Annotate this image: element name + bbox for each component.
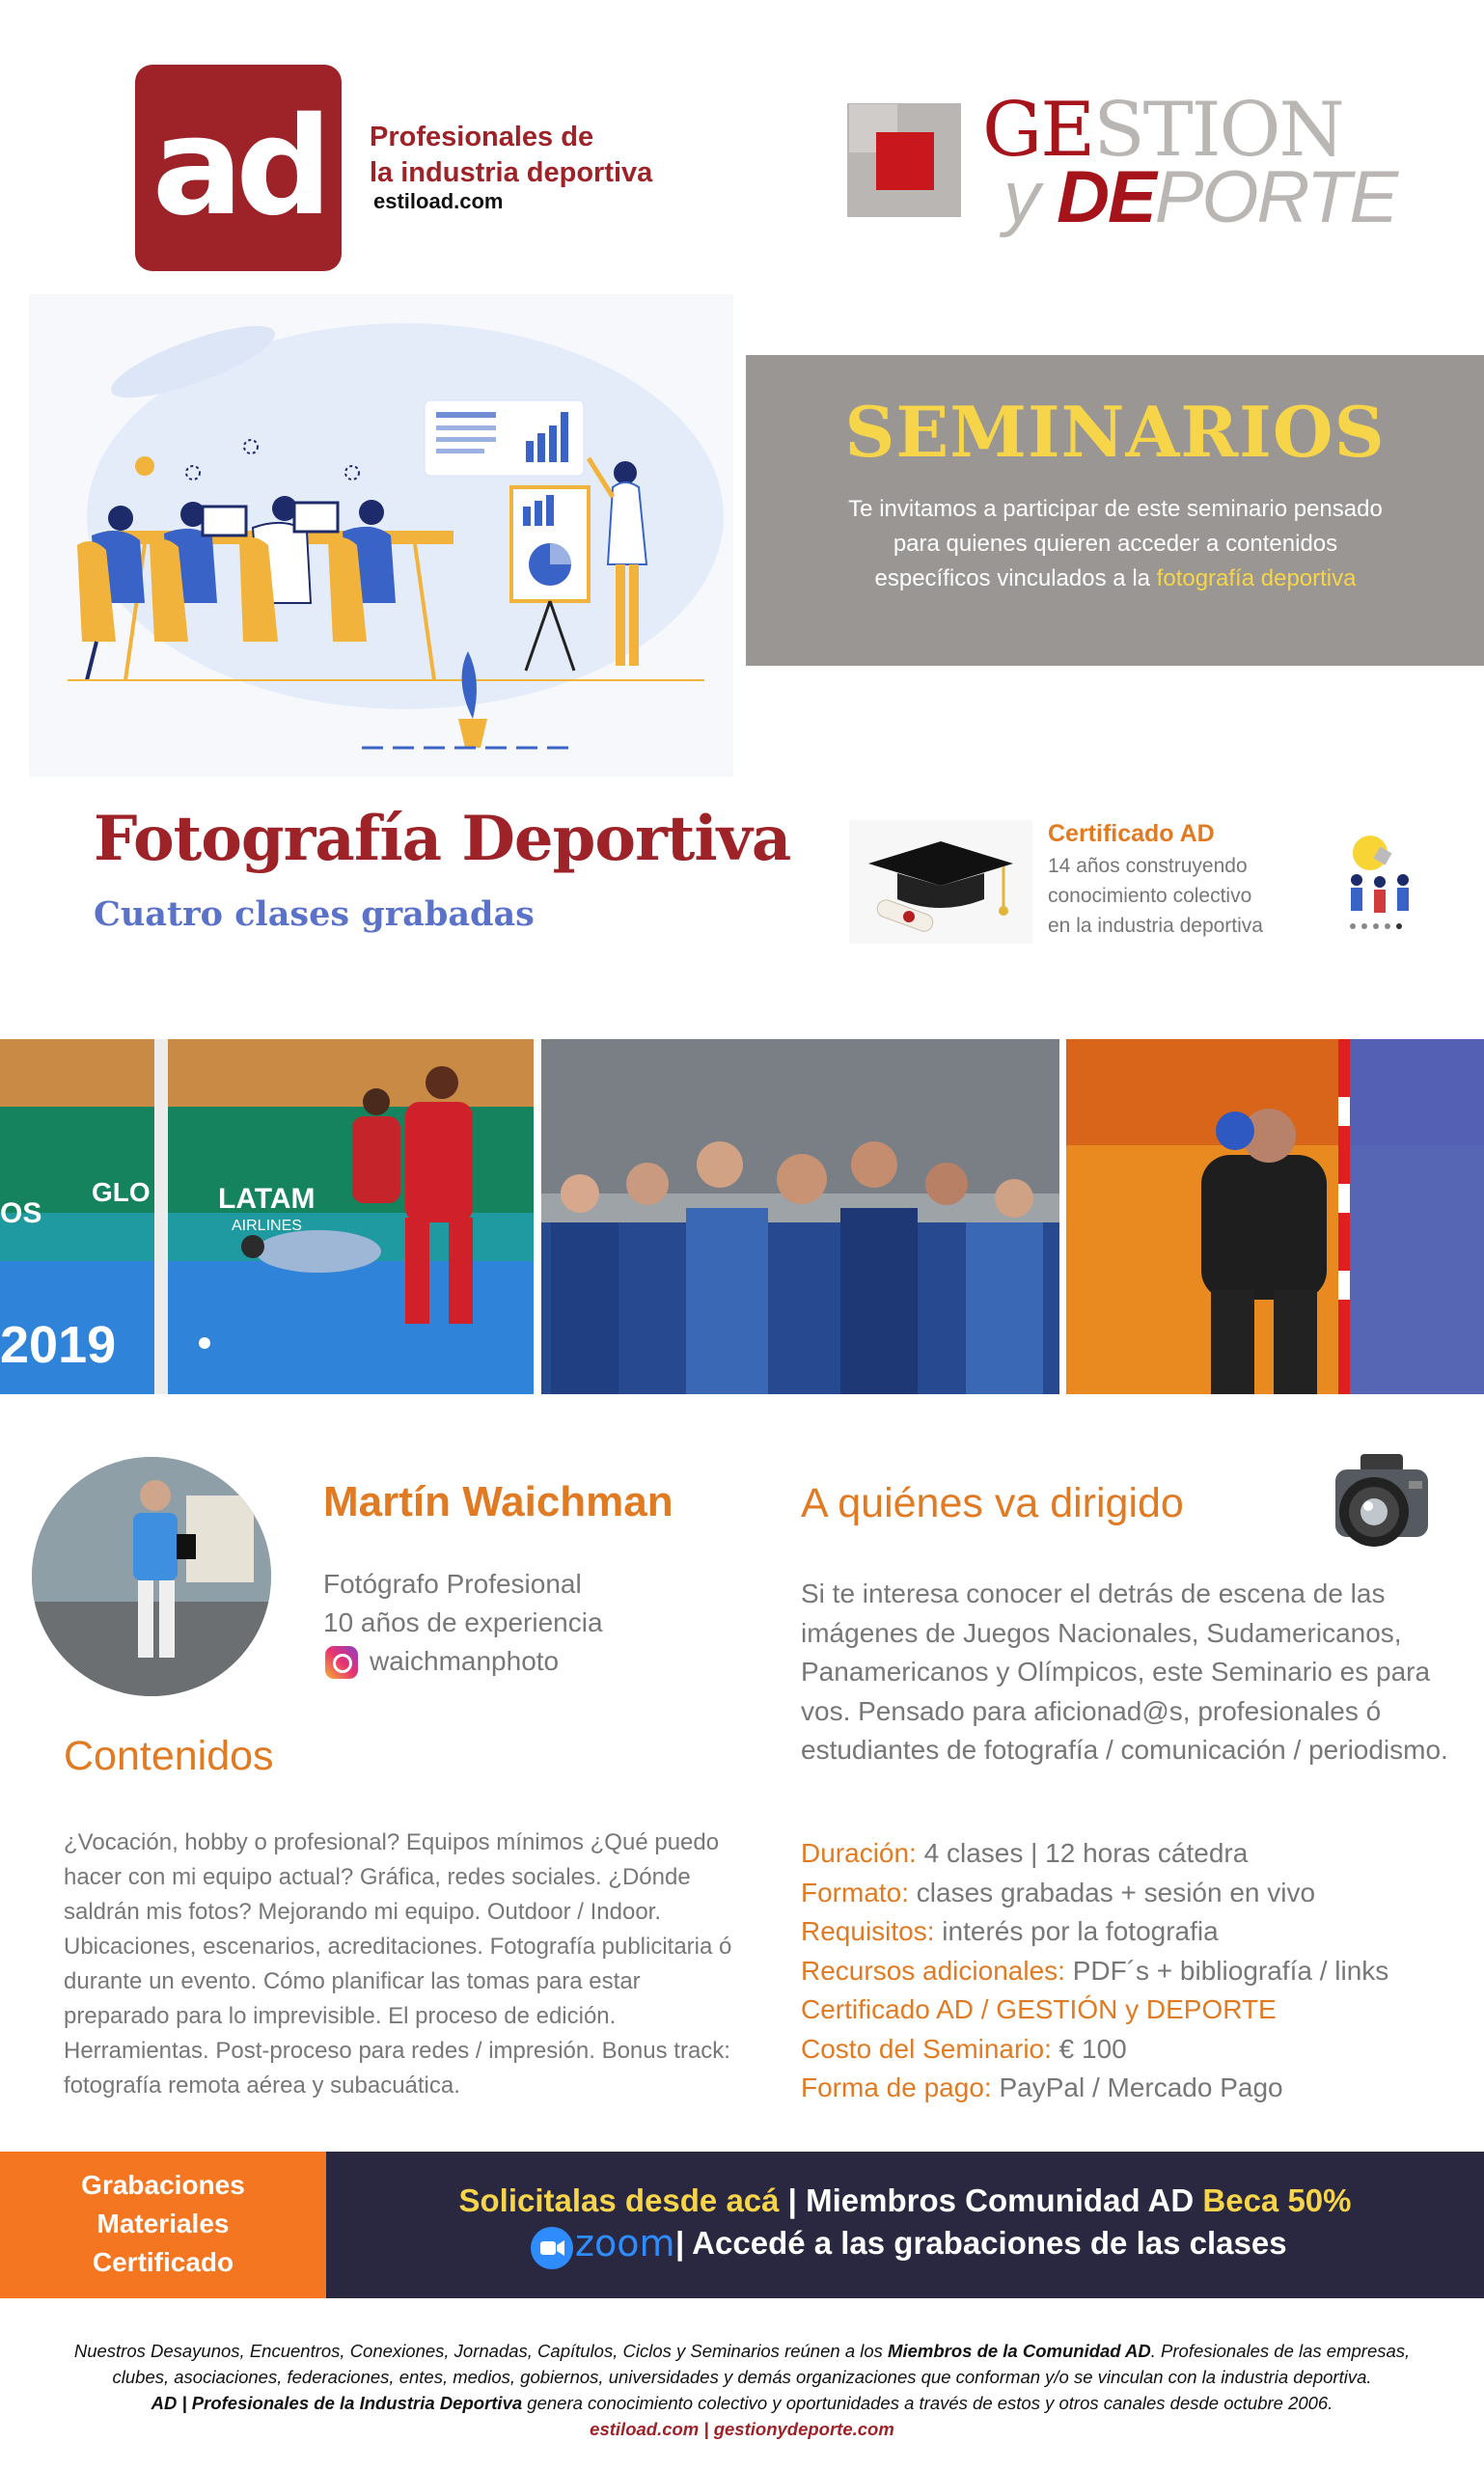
gd-logo-porte: PORTE	[1154, 156, 1397, 238]
instructor-name: Martín Waichman	[323, 1478, 673, 1525]
team-celebration-photo	[541, 1039, 1059, 1394]
certificate-line-1: 14 años construyendo	[1048, 855, 1248, 877]
zoom-camera-icon	[531, 2227, 573, 2269]
solicitalas-link[interactable]: Solicitalas desde acá	[458, 2182, 780, 2218]
banner-left-line-1: Grabaciones	[81, 2170, 245, 2200]
handball-goalkeeper-photo	[1066, 1039, 1484, 1394]
footer-line-1c: . Profesionales de las empresas,	[1150, 2341, 1411, 2361]
gd-logo-y: y	[1003, 156, 1058, 238]
detail-value: 4 clases | 12 horas cátedra	[916, 1838, 1249, 1868]
gd-logo-line-2	[1003, 156, 1396, 239]
seminarios-line-1: Te invitamos a participar de este seminario pensado	[848, 496, 1383, 522]
seminarios-line-3	[801, 562, 1430, 596]
instructor-experience: 10 años de experiencia	[323, 1607, 603, 1637]
footer-line-3b: genera conocimiento colectivo y oportunidades a través de estos y otros canales desde octubre 2006.	[522, 2393, 1333, 2413]
instructor-role: Fotógrafo Profesional	[323, 1569, 582, 1599]
seminarios-description	[801, 492, 1430, 596]
instagram-handle[interactable]: waichmanphoto	[370, 1646, 560, 1676]
instructor-avatar	[32, 1457, 271, 1696]
teamwork-bulb-icon	[1341, 832, 1418, 938]
certificate-line-2: conocimiento colectivo	[1048, 885, 1252, 907]
detail-key: Formato:	[801, 1878, 910, 1907]
ad-tagline-line-1: Profesionales de	[370, 122, 594, 152]
seminarios-highlight: fotografía deportiva	[1156, 565, 1357, 591]
gd-logo-stion: STION	[1093, 87, 1343, 174]
camera-icon	[1332, 1452, 1432, 1556]
seminarios-line-3-text: específicos vinculados a la	[874, 565, 1157, 591]
detail-duracion	[801, 1838, 1248, 1869]
detail-pago	[801, 2072, 1283, 2103]
seminarios-line-2: para quienes quieren acceder a contenidos	[893, 531, 1338, 557]
ad-tagline	[370, 120, 652, 191]
detail-value: interés por la fotografia	[934, 1916, 1219, 1946]
latam-sign: LATAM	[218, 1183, 316, 1215]
detail-recursos	[801, 1956, 1388, 1987]
gd-logo-square-red	[876, 132, 934, 190]
gd-logo-ge: GE	[982, 87, 1094, 174]
detail-value: € 100	[1051, 2034, 1127, 2064]
certificate-title: Certificado AD	[1048, 820, 1215, 847]
banner-left-line-2: Materiales	[96, 2209, 230, 2238]
certificate-line-3: en la industria deportiva	[1048, 915, 1263, 937]
course-subtitle: Cuatro clases grabadas	[94, 894, 535, 934]
detail-requisitos	[801, 1916, 1219, 1947]
footer-line-3a: AD | Profesionales de la Industria Deportiva	[151, 2393, 523, 2413]
course-title: Fotografía Deportiva	[94, 803, 791, 875]
footer-line-3	[29, 2390, 1455, 2416]
ad-tagline-line-2: la industria deportiva	[370, 157, 653, 188]
contenidos-title: Contenidos	[64, 1733, 274, 1779]
detail-value: PDF´s + bibliografía / links	[1064, 1956, 1389, 1986]
banner-access-line: | Accedé a las grabaciones de las clases	[675, 2225, 1287, 2261]
detail-certificado	[801, 1994, 1277, 2025]
detail-value: PayPal / Mercado Pago	[991, 2072, 1283, 2102]
airlines-sign: AIRLINES	[232, 1218, 302, 1234]
instagram-icon	[325, 1646, 358, 1679]
ad-logo: ad	[135, 65, 342, 271]
banner-left-line-3: Certificado	[92, 2247, 234, 2277]
detail-key: Forma de pago:	[801, 2072, 992, 2102]
graduation-cap-icon	[849, 820, 1032, 944]
ad-url[interactable]: estiload.com	[373, 189, 504, 213]
banner-cta-line	[326, 2182, 1484, 2219]
dirigido-text: Si te interesa conocer el detrás de escena de las imágenes de Juegos Nacionales, Sudamericanos, Panamericanos y Olímpicos, este Seminario es para vos. Pensado para aficionad@s, profesionales ó estudiantes de fotografía / comunicación / periodismo.	[801, 1578, 1448, 1765]
meeting-illustration	[29, 294, 733, 777]
footer-line-2: clubes, asociaciones, federaciones, entes, medios, gobiernos, universidades y demás organizaciones que conforman y/o se vinculan con la industria deportiva.	[112, 2367, 1372, 2387]
seminarios-title: SEMINARIOS	[844, 391, 1386, 473]
detail-key: Certificado AD / GESTIÓN y DEPORTE	[801, 1994, 1277, 2024]
contenidos-text: ¿Vocación, hobby o profesional? Equipos mínimos ¿Qué puedo hacer con mi equipo actual? Gráfica, redes sociales. ¿Dónde saldrán mis fotos? Mejorando mi equipo. Outdoor / Indoor. Ubicaciones, escenarios, acreditaciones. Fotografía publicitaria ó durante un evento. Cómo planificar las tomas para estar preparado para lo imprevisible. El proceso de edición. Herramientas. Post-proceso para redes / impresión. Bonus track: fotografía remota aérea y subacuática.	[64, 1829, 732, 2099]
detail-key: Duración:	[801, 1838, 917, 1868]
os-sign: OS	[0, 1197, 42, 1229]
footer-line-1	[29, 2338, 1455, 2364]
dirigido-title: A quiénes va dirigido	[801, 1480, 1184, 1526]
banner-left-text	[0, 2166, 326, 2282]
year-sign: 2019	[0, 1316, 117, 1374]
gd-logo-de: DE	[1057, 156, 1155, 238]
footer-line-1a: Nuestros Desayunos, Encuentros, Conexiones, Jornadas, Capítulos, Ciclos y Seminarios reúnen a los	[73, 2341, 889, 2361]
hockey-photo	[0, 1039, 534, 1394]
detail-key: Recursos adicionales:	[801, 1956, 1065, 1986]
detail-key: Costo del Seminario:	[801, 2034, 1052, 2064]
banner-members-text: | Miembros Comunidad AD	[779, 2182, 1203, 2218]
glo-sign: GLO	[92, 1177, 151, 1207]
detail-value: clases grabadas + sesión en vivo	[909, 1878, 1316, 1907]
detail-key: Requisitos:	[801, 1916, 935, 1946]
beca-badge: Beca 50%	[1202, 2182, 1352, 2218]
zoom-logo: zoom	[575, 2222, 675, 2264]
detail-costo	[801, 2034, 1127, 2065]
footer	[29, 2338, 1455, 2442]
footer-urls[interactable]: estiload.com | gestionydeporte.com	[590, 2419, 894, 2439]
detail-formato	[801, 1878, 1315, 1908]
footer-line-1b: Miembros de la Comunidad AD	[888, 2341, 1151, 2361]
